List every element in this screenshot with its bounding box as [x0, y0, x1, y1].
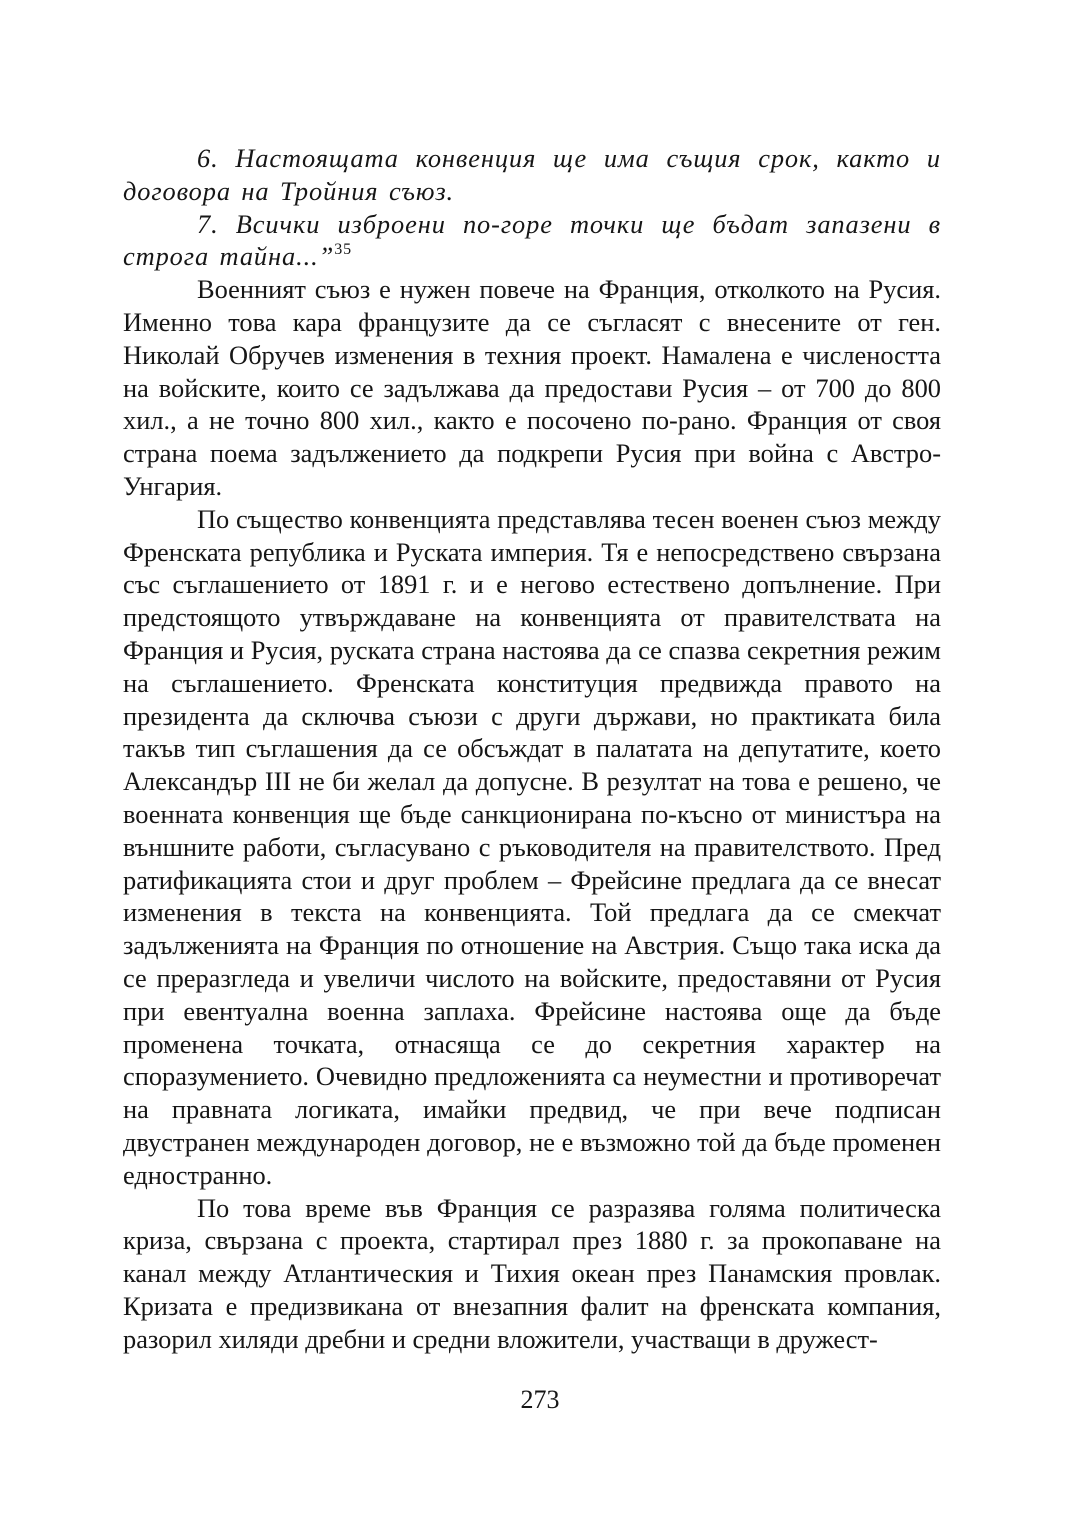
convention-point-6: 6. Настоящата конвенция ще има същия срок, както и договора на Тройния съюз. [123, 143, 941, 206]
convention-point-7: 7. Всички изброени по-горе точки ще бъдат запазени в строга тайна...”$^{35}$ [123, 208, 941, 272]
body-text [123, 142, 941, 1355]
paragraph-convention-essence: По същество конвенцията представлява тесен военен съюз между Френската република и Руската империя. Тя е непосредствено свързана със съглашението от 1891 г. и е негово естествено допълнение. При предстоящото утвърждаване на конвенцията от правителствата на Франция и Русия, руската страна настоява да се спазва секретния режим на съглашението. Френската конституция предвижда правото на президента да сключва съюзи с други държави, но практиката била такъв тип съглашения да се обсъждат в палатата на депутатите, което Александър III не би желал да допусне. В резултат на това е решено, че военната конвенция ще бъде санкционирана по-късно от министъра на външните работи, съгласувано с ръководителя на правителството. Пред ратификацията стои и друг проблем – Фрейсине предлага да се внесат изменения в текста на конвенцията. Той предлага да се смекчат задълженията на Франция по отношение на Австрия. Също така иска да се преразгледа и увеличи числото на войските, предоставяни от Русия при евентуална военна заплаха. Фрейсине настоява още да бъде променена точката, отнасяща се до секретния характер на споразумението. Очевидно предложенията са неуместни и противоречат на правната логиката, имайки предвид, че при вече подписан двустранен международен договор, не е възможно той да бъде променен едностранно. [123, 503, 941, 1190]
paragraph-military-alliance: Военният съюз е нужен повече на Франция, отколкото на Русия. Именно това кара французите да се съгласят с внесените от ген. Николай Обручев изменения в техния проект. Намалена е числеността на войските, които се задължава да предостави Русия – от 700 до 800 хил., а не точно 800 хил., както е посочено по-рано. Франция от своя страна поема задължението да подкрепи Русия при война с Австро-Унгария. [123, 274, 941, 501]
paragraph-panama-crisis: По това време във Франция се разразява голяма политическа криза, свързана с проекта, стартирал през 1880 г. за прокопаване на канал между Атлантическия и Тихия океан през Панамския провлак. Кризата е предизвикана от внезапния фалит на френската компания, разорил хиляди дребни и средни вложители, участващи в дружест- [123, 1192, 941, 1354]
page-number: 273 [520, 1385, 560, 1414]
footnote-reference[interactable]: 35 [334, 241, 352, 259]
